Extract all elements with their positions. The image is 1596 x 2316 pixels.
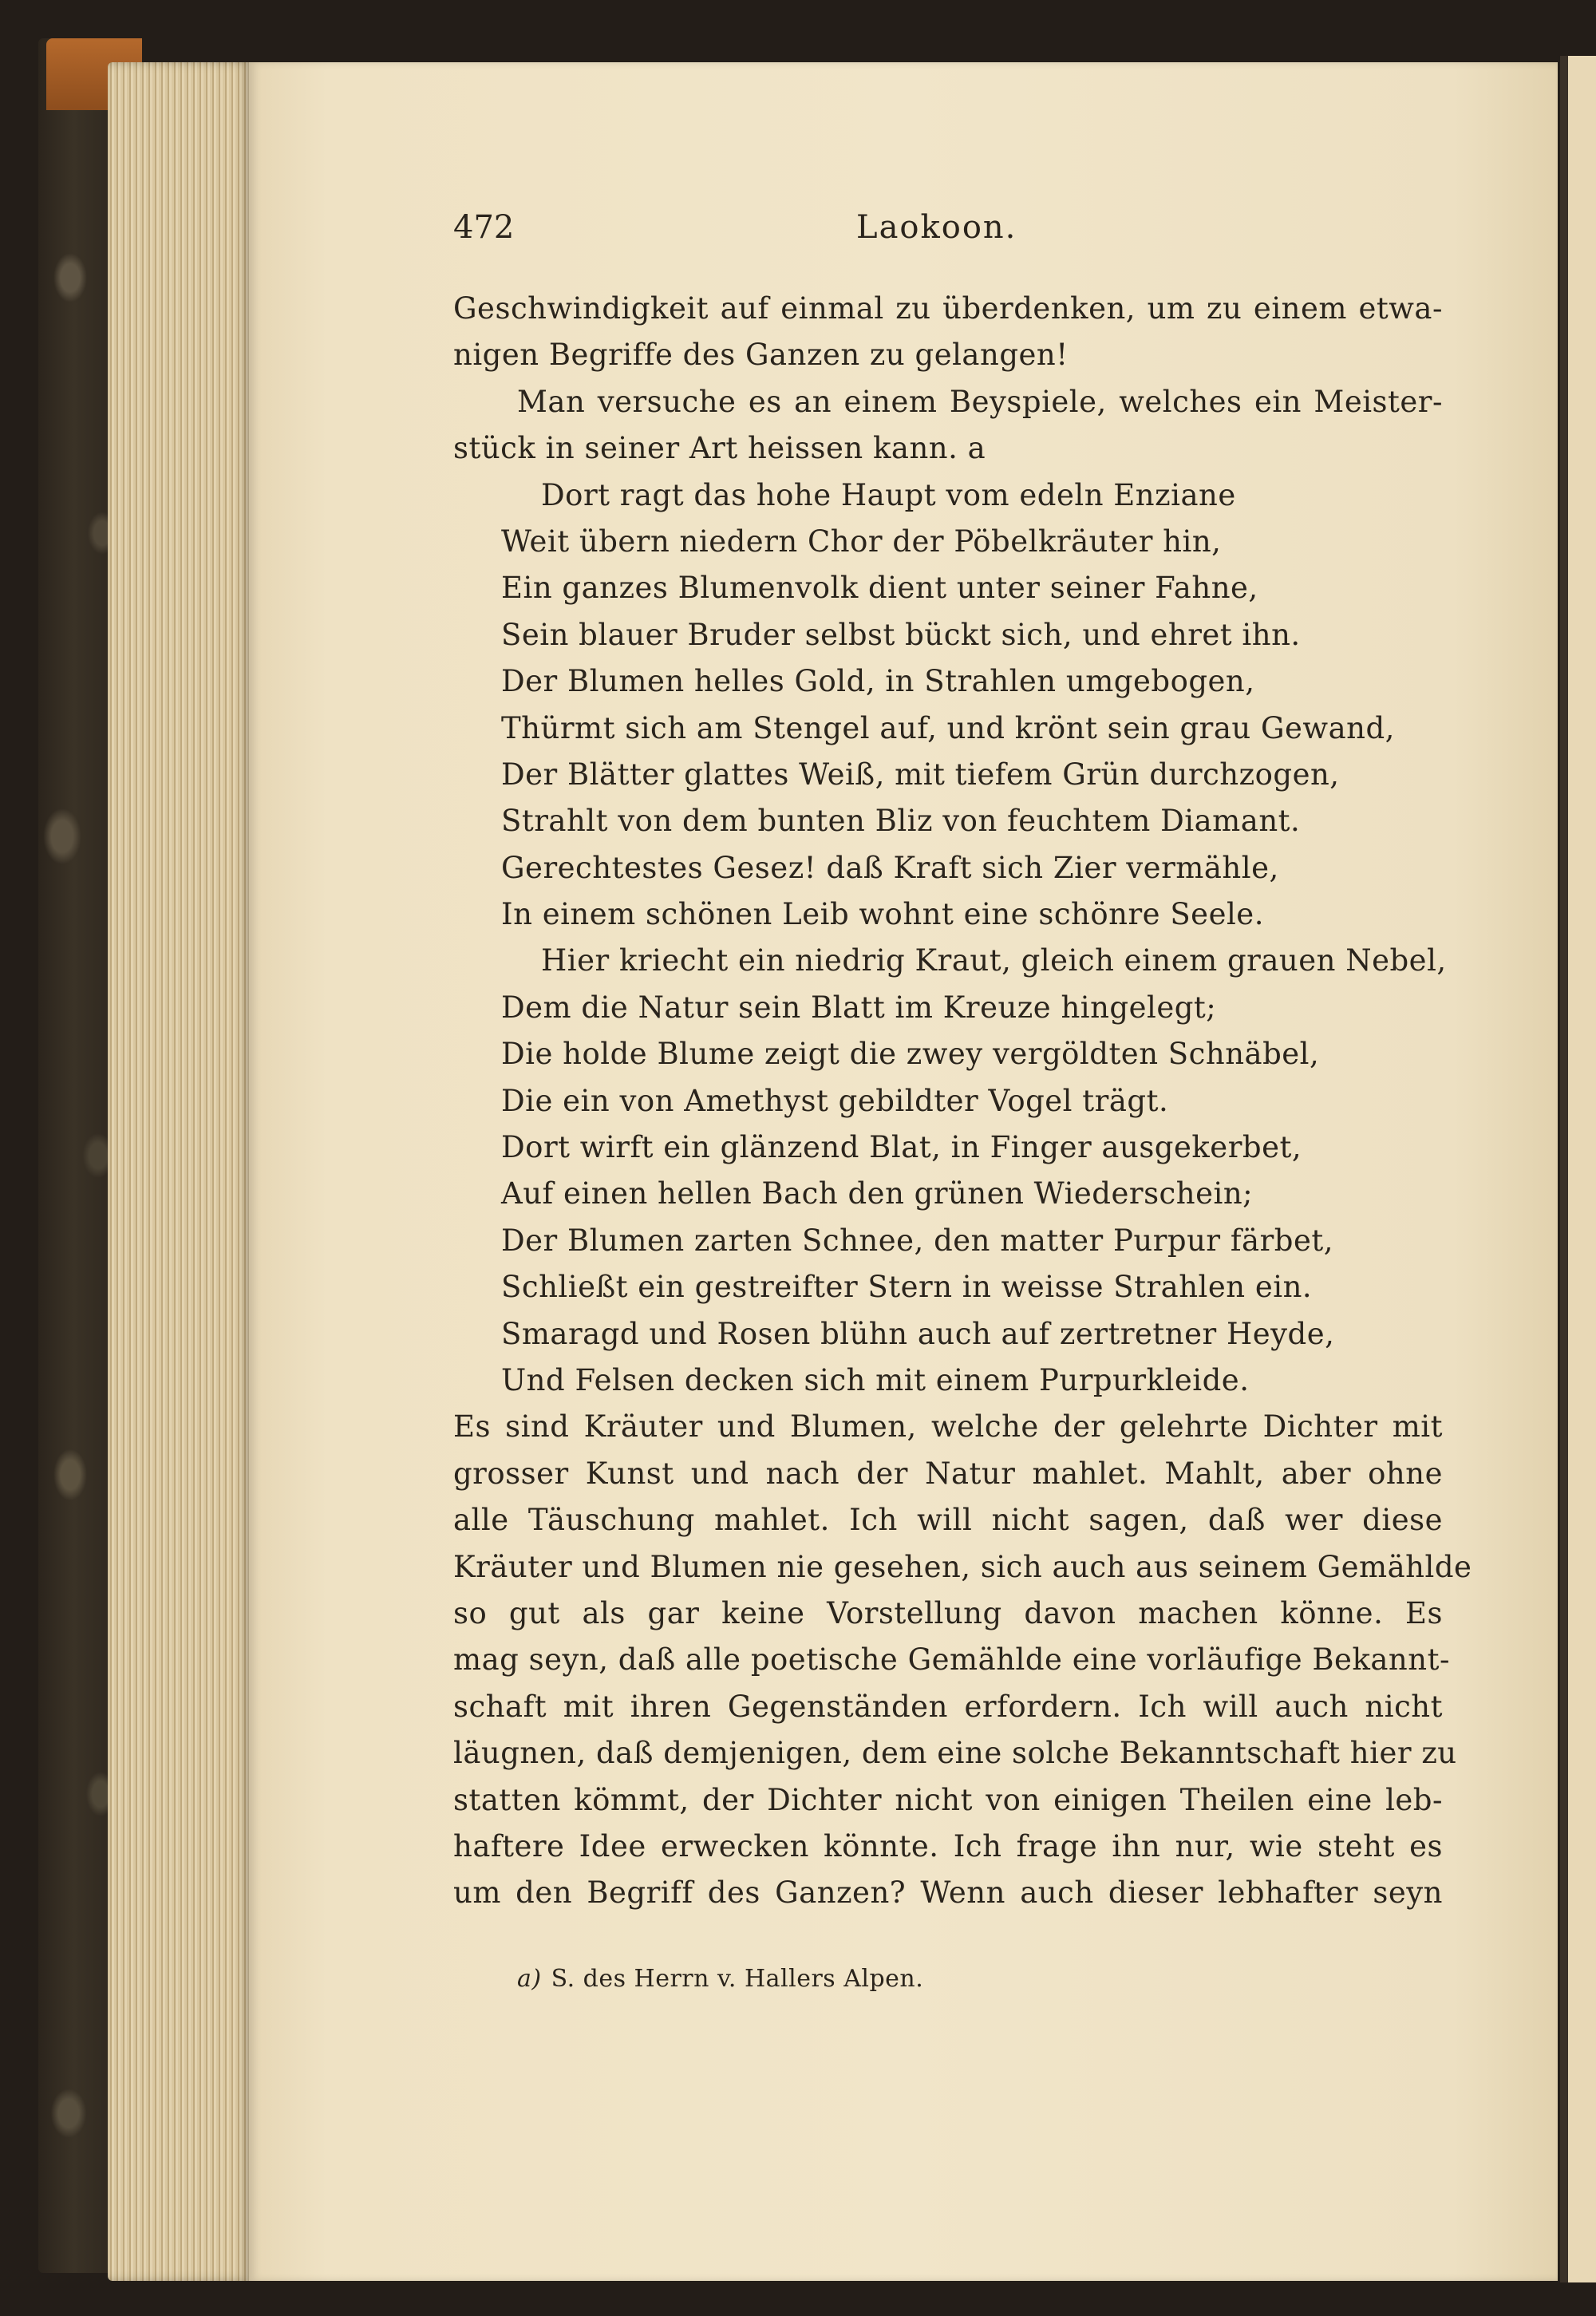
verse-line: Ein ganzes Blumenvolk dient unter seiner Fahne, [501, 571, 1258, 606]
verse-line: Die holde Blume zeigt die zwey vergöldten Schnäbel, [501, 1037, 1320, 1072]
text-line: schaft mit ihren Gegenständen erfordern. Ich will auch nicht [453, 1689, 1443, 1724]
verse-line: Gerechtestes Gesez! daß Kraft sich Zier vermähle, [501, 850, 1279, 885]
text-line: haftere Idee erwecken könnte. Ich frage ihn nur, wie steht es [453, 1828, 1443, 1863]
text-line: Man versuche es an einem Beyspiele, welches ein Meister- [517, 384, 1443, 419]
text-line: mag seyn, daß alle poetische Gemählde eine vorläufige Bekannt- [453, 1642, 1450, 1678]
text-line: nigen Begriffe des Ganzen zu gelangen! [453, 338, 1069, 373]
text-line: Es sind Kräuter und Blumen, welche der gelehrte Dichter mit [453, 1409, 1443, 1445]
verse-line: Auf einen hellen Bach den grünen Wiederschein; [501, 1176, 1254, 1211]
text-line: stück in seiner Art heissen kann. a [453, 431, 986, 466]
verse-line: Und Felsen decken sich mit einem Purpurkleide. [501, 1362, 1250, 1397]
verse-line: Dort wirft ein glänzend Blat, in Finger ausgekerbet, [501, 1130, 1302, 1165]
page-block-edges [108, 62, 251, 2281]
text-line: statten kömmt, der Dichter nicht von einigen Theilen eine leb- [453, 1782, 1443, 1817]
verse-line: Smaragd und Rosen blühn auch auf zertretner Heyde, [501, 1316, 1335, 1351]
text-line: Kräuter und Blumen nie gesehen, sich auch aus seinem Gemählde [453, 1549, 1472, 1584]
text-line: um den Begriff des Ganzen? Wenn auch dieser lebhafter seyn [453, 1875, 1443, 1911]
body-text [453, 286, 1472, 1917]
text-line: alle Täuschung mahlet. Ich will nicht sagen, daß wer diese [453, 1503, 1443, 1538]
verse-line: Weit übern niedern Chor der Pöbelkräuter hin, [501, 524, 1222, 559]
text-line: grosser Kunst und nach der Natur mahlet. Mahlt, aber ohne [453, 1456, 1443, 1491]
verse-line: Die ein von Amethyst gebildter Vogel trägt. [501, 1083, 1169, 1118]
facing-page-edge [1560, 56, 1596, 2282]
footnote-mark: a) [517, 1965, 542, 1993]
verse-line: Thürmt sich am Stengel auf, und krönt sein grau Gewand, [501, 710, 1395, 745]
verse-line: Sein blauer Bruder selbst bückt sich, und ehret ihn. [501, 617, 1301, 652]
verse-line: In einem schönen Leib wohnt eine schönre Seele. [501, 897, 1264, 932]
verse-line: Schließt ein gestreifter Stern in weisse Strahlen ein. [501, 1270, 1313, 1305]
text-line: läugnen, daß demjenigen, dem eine solche Bekanntschaft hier zu [453, 1736, 1457, 1771]
text-line: so gut als gar keine Vorstellung davon machen könne. Es [453, 1595, 1443, 1630]
footnote [517, 1965, 923, 1993]
verse-line: Der Blätter glattes Weiß, mit tiefem Grün durchzogen, [501, 757, 1340, 792]
text-line: Geschwindigkeit auf einmal zu überdenken, um zu einem etwa- [453, 291, 1443, 326]
verse-line: Der Blumen helles Gold, in Strahlen umgebogen, [501, 664, 1255, 699]
verse-line: Der Blumen zarten Schnee, den matter Purpur färbet, [501, 1223, 1333, 1258]
verse-line: Hier kriecht ein niedrig Kraut, gleich einem grauen Nebel, [541, 943, 1447, 978]
footnote-text: S. des Herrn v. Hallers Alpen. [551, 1965, 924, 1993]
verse-line: Dem die Natur sein Blatt im Kreuze hingelegt; [501, 990, 1217, 1025]
page-number: 472 [453, 209, 515, 246]
verse-line: Strahlt von dem bunten Bliz von feuchtem Diamant. [501, 804, 1301, 839]
verse-line: Dort ragt das hohe Haupt vom edeln Enziane [541, 477, 1236, 512]
running-head: Laokoon. [856, 209, 1017, 246]
page-header [453, 209, 1443, 257]
